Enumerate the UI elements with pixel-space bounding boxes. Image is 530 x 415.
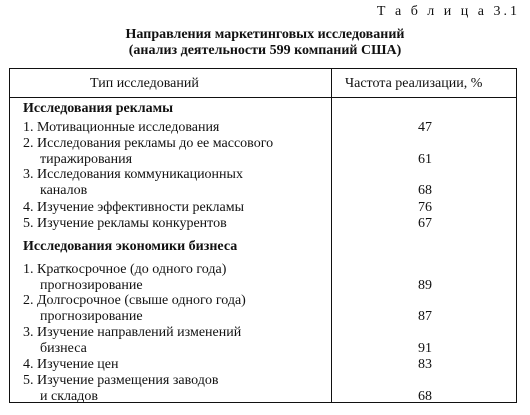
row-label-continued: и складов xyxy=(40,389,98,404)
row-value: 68 xyxy=(418,389,432,404)
table-row xyxy=(23,200,323,216)
table-row xyxy=(23,120,323,136)
table-title-line2: (анализ деятельности 599 компаний США) xyxy=(128,43,402,58)
row-label-continued: прогнозирование xyxy=(40,309,143,324)
table-row xyxy=(23,262,323,294)
header-type-column: Тип исследований xyxy=(90,76,199,91)
row-label: 1. Мотивационные исследования xyxy=(23,120,220,135)
row-label: 3. Исследования коммуникационных xyxy=(23,167,243,182)
row-label-continued: тиражирования xyxy=(40,152,133,167)
table-row xyxy=(23,216,323,232)
row-label: 1. Краткосрочное (до одного года) xyxy=(23,262,227,277)
row-label-continued: прогнозирование xyxy=(40,278,143,293)
row-label: 5. Изучение размещения заводов xyxy=(23,373,219,388)
row-value: 91 xyxy=(418,341,432,356)
table-column-divider xyxy=(331,68,332,402)
row-value: 61 xyxy=(418,152,432,167)
table-row xyxy=(23,373,323,405)
row-value: 76 xyxy=(418,200,432,215)
table-header-rule xyxy=(9,97,517,98)
row-label-continued: бизнеса xyxy=(40,341,87,356)
row-label: 4. Изучение цен xyxy=(23,357,119,372)
row-value: 47 xyxy=(418,120,432,135)
row-label: 2. Долгосрочное (свыше одного года) xyxy=(23,293,246,308)
row-value: 67 xyxy=(418,216,432,231)
row-label: 4. Изучение эффективности рекламы xyxy=(23,200,244,215)
table-title-line1: Направления маркетинговых исследований xyxy=(125,27,405,42)
section-title-business-economics: Исследования экономики бизнеса xyxy=(23,239,238,254)
row-label: 5. Изучение рекламы конкурентов xyxy=(23,216,227,231)
row-value: 83 xyxy=(418,357,432,372)
table-left-border xyxy=(9,68,10,402)
table-row xyxy=(23,293,323,325)
row-value: 68 xyxy=(418,183,432,198)
table-right-border xyxy=(516,68,517,402)
row-value: 89 xyxy=(418,278,432,293)
section-title-advertising: Исследования рекламы xyxy=(23,101,174,116)
table-row xyxy=(23,167,323,199)
table-top-rule xyxy=(9,68,517,69)
table-row xyxy=(23,357,323,373)
row-label-continued: каналов xyxy=(40,183,88,198)
table-row xyxy=(23,136,323,168)
row-value: 87 xyxy=(418,309,432,324)
table-number: Т а б л и ц а 3.1 xyxy=(376,4,520,19)
row-label: 3. Изучение направлений изменений xyxy=(23,325,242,340)
row-label: 2. Исследования рекламы до ее массового xyxy=(23,136,274,151)
table-row xyxy=(23,325,323,357)
header-frequency-column: Частота реализации, % xyxy=(345,76,483,91)
